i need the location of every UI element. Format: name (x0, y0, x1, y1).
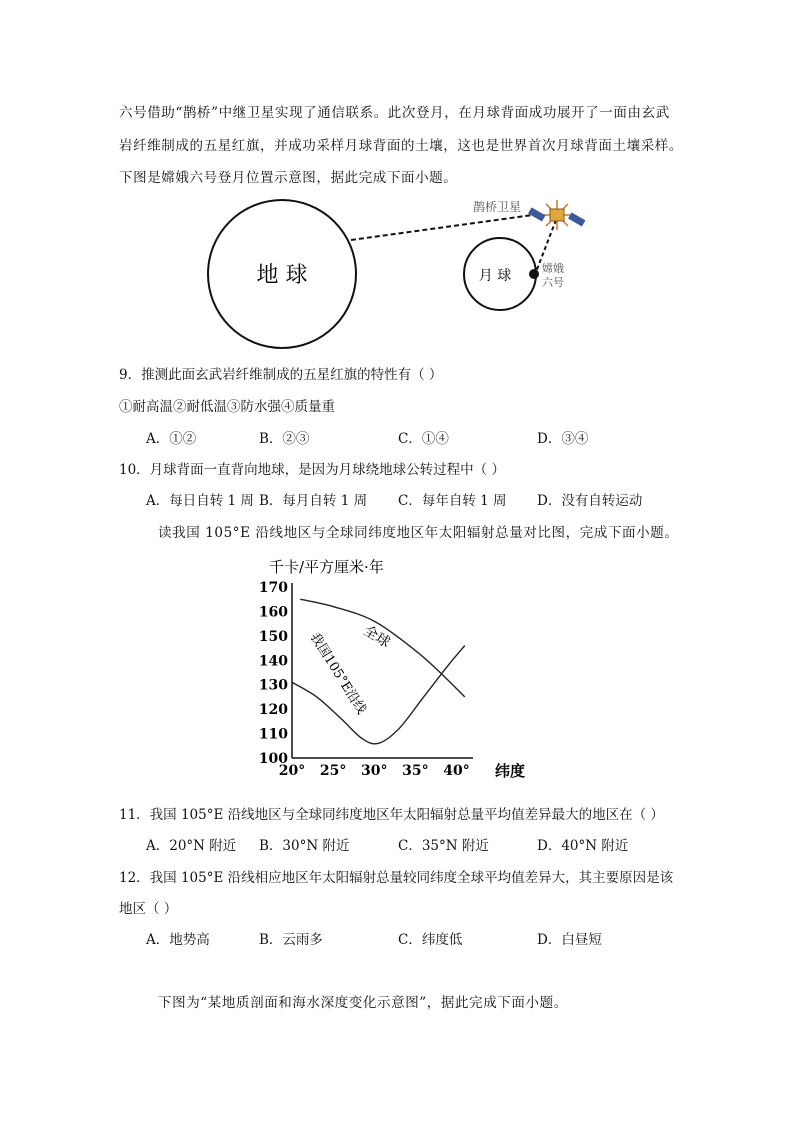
q10-option-d[interactable]: D．没有自转运动 (537, 493, 643, 509)
q10-stem: 10．月球背面一直背向地球，是因为月球绕地球公转过程中（ ） (119, 462, 505, 478)
q12-option-a[interactable]: A．地势高 (146, 932, 210, 948)
lander-dot (529, 269, 539, 279)
q9-option-c[interactable]: C．①④ (398, 431, 449, 447)
x-tick-label: 30° (361, 763, 388, 779)
y-tick-label: 140 (258, 653, 288, 670)
q11-option-c[interactable]: C．35°N 附近 (398, 838, 489, 854)
q11-option-b[interactable]: B．30°N 附近 (259, 838, 350, 854)
q12-stem-1: 12．我国 105°E 沿线相应地区年太阳辐射总量较同纬度全球平均值差异大，其主要原因是该 (119, 870, 674, 886)
lander-label-2: 六号 (542, 276, 564, 289)
relay-link-earth (351, 214, 540, 240)
q10-option-b[interactable]: B．每月自转 1 周 (259, 493, 368, 509)
y-tick-label: 100 (258, 751, 288, 767)
y-tick-label: 130 (258, 677, 288, 694)
earth-label: 地 球 (256, 263, 308, 288)
series-china-label: 我国105°E沿线 (306, 630, 369, 718)
chart-xlabel: 纬度 (495, 762, 526, 780)
q9-option-b[interactable]: B．②③ (259, 431, 310, 447)
intro-line-1: 六号借助“鹊桥”中继卫星实现了通信联系。此次登月，在月球背面成功展开了一面由玄武 (119, 105, 670, 121)
q9-stem: 9．推测此面玄武岩纤维制成的五星红旗的特性有（ ） (119, 367, 443, 383)
q12-stem-2: 地区（ ） (119, 901, 178, 917)
satellite-icon (528, 200, 585, 230)
q10-option-c[interactable]: C．每年自转 1 周 (398, 493, 507, 509)
q12-option-b[interactable]: B．云雨多 (259, 932, 323, 948)
lander-label-1: 嫦娥 (542, 262, 564, 275)
radiation-chart (255, 550, 545, 785)
earth-moon-diagram (200, 190, 600, 350)
q12-option-c[interactable]: C．纬度低 (398, 932, 463, 948)
y-tick-label: 170 (258, 580, 288, 596)
x-tick-label: 20° (278, 763, 306, 779)
x-tick-label: 35° (402, 763, 429, 779)
intro-line-2: 岩纤维制成的五星红旗，并成功采样月球背面的土壤，这也是世界首次月球背面土壤采样。 (119, 138, 683, 154)
x-tick-label: 40° (443, 763, 470, 779)
y-tick-label: 110 (258, 726, 288, 743)
y-tick-label: 160 (258, 604, 288, 621)
relay-label: 鹊桥卫星 (473, 200, 522, 214)
q10-option-a[interactable]: A．每日自转 1 周 (146, 493, 254, 509)
q9-option-d[interactable]: D．③④ (537, 431, 589, 447)
moon-label: 月 球 (478, 268, 512, 284)
x-tick-label: 25° (319, 763, 347, 779)
series-china-line (292, 646, 465, 744)
q12-option-d[interactable]: D．白昼短 (537, 932, 602, 948)
q11-option-d[interactable]: D．40°N 附近 (537, 838, 629, 854)
q9-option-a[interactable]: A．①② (146, 431, 197, 447)
q11-stem: 11．我国 105°E 沿线地区与全球同纬度地区年太阳辐射总量平均值差异最大的地区在（ ） (119, 807, 664, 823)
intro2: 读我国 105°E 沿线地区与全球同纬度地区年太阳辐射总量对比图，完成下面小题。 (158, 525, 679, 541)
y-tick-label: 150 (258, 628, 288, 645)
y-tick-label: 120 (258, 702, 288, 719)
intro-line-3: 下图是嫦娥六号登月位置示意图，据此完成下面小题。 (119, 170, 458, 186)
chart-ylabel: 千卡/平方厘米·年 (269, 558, 384, 576)
series-global-label: 全球 (360, 622, 393, 652)
intro3: 下图为“某地质剖面和海水深度变化示意图”，据此完成下面小题。 (158, 995, 568, 1011)
q11-option-a[interactable]: A．20°N 附近 (146, 838, 237, 854)
q9-sub: ①耐高温②耐低温③防水强④质量重 (119, 399, 335, 415)
